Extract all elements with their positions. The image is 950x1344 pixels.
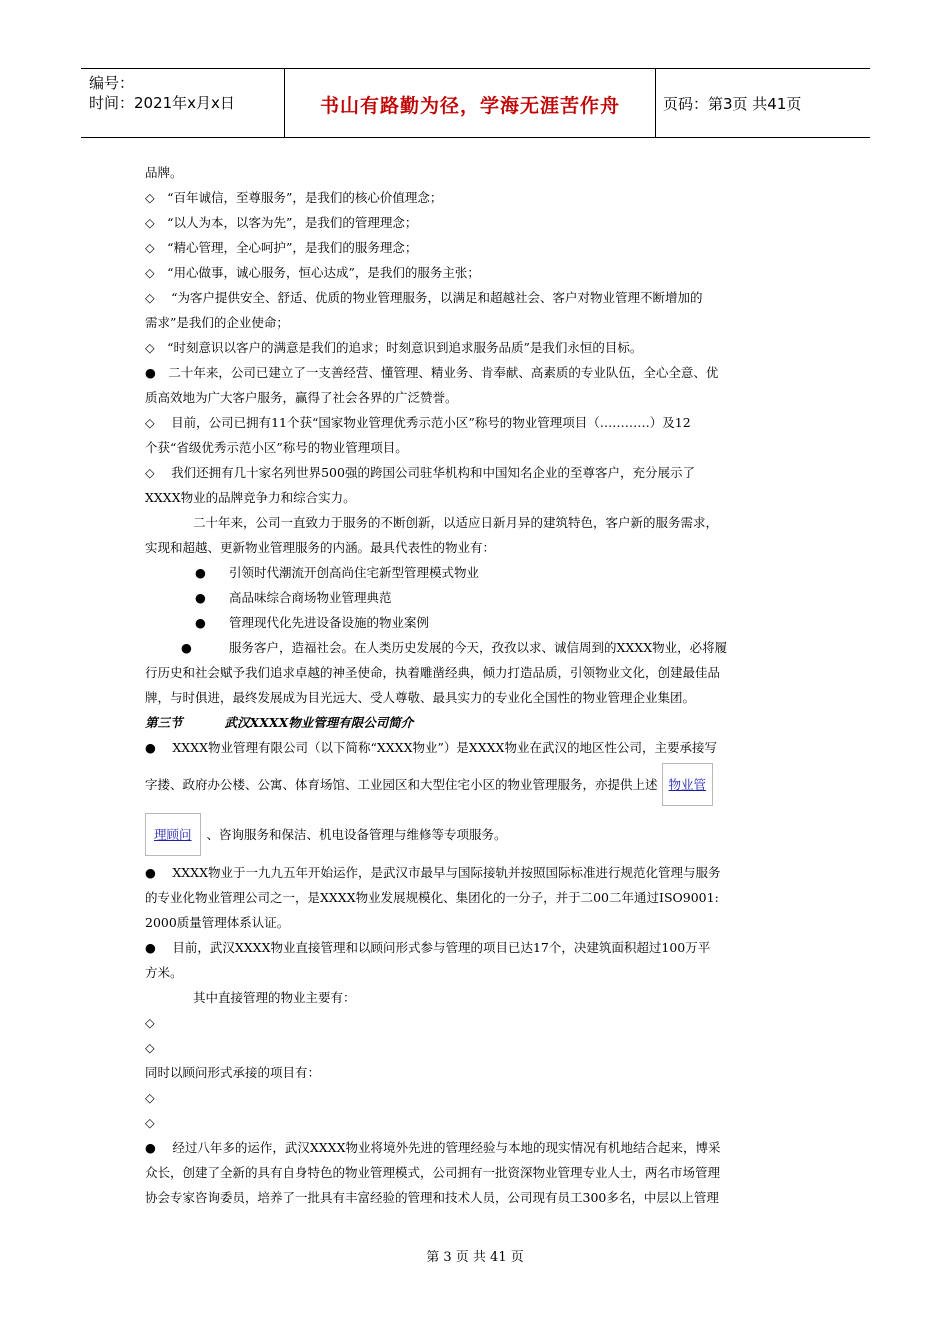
text-line: ◇ “百年诚信，至尊服务”，是我们的核心价值理念； — [145, 190, 443, 205]
text-line: 的专业化物业管理公司之一，是XXXX物业发展规模化、集团化的一分子，并于二00二年通过ISO9001: — [145, 890, 719, 905]
text-line: 品牌。 — [145, 165, 183, 180]
bullet-text: 服务客户，造福社会。在人类历史发展的今天，孜孜以求、诚信周到的XXXX物业，必将履 — [229, 640, 728, 655]
text-line: 2000质量管理体系认证。 — [145, 915, 290, 930]
text-span: 、咨询服务和保洁、机电设备管理与维修等专项服务。 — [206, 827, 507, 842]
text-line: ◇ 我们还拥有几十家名列世界500强的跨国公司驻华机构和中国知名企业的至尊客户，充分展示了 — [145, 465, 695, 480]
text-line: 同时以顾问形式承接的项目有： — [145, 1065, 321, 1080]
text-line: 协会专家咨询委员，培养了一批具有丰富经验的管理和技术人员，公司现有员工300多名，中层以上管理 — [145, 1190, 719, 1205]
text-line: 众长，创建了全新的具有自身特色的物业管理模式，公司拥有一批资深物业管理专业人士，两名市场管理 — [145, 1165, 721, 1180]
text-line: 需求”是我们的企业使命； — [145, 315, 289, 330]
property-consulting-link[interactable]: 物业管 — [662, 763, 714, 806]
text-line: ◇ “精心管理，全心呵护”，是我们的服务理念； — [145, 240, 418, 255]
text-line: 牌，与时俱进，最终发展成为目光远大、受人尊敬、最具实力的专业化全国性的物业管理企业集团。 — [145, 690, 696, 705]
text-line: ◇ 目前，公司已拥有11个获“国家物业管理优秀示范小区”称号的物业管理项目（…………）及12 — [145, 415, 691, 430]
section-number: 第三节 — [145, 715, 183, 730]
text-line: 方米。 — [145, 965, 183, 980]
text-line: 行历史和社会赋予我们追求卓越的神圣使命，执着雕凿经典，倾力打造品质，引领物业文化，创建最佳品 — [145, 665, 721, 680]
header-divider — [655, 69, 656, 137]
text-line: 质高效地为广大客户服务，赢得了社会各界的广泛赞誉。 — [145, 390, 458, 405]
bullet-text: 高品味综合商场物业管理典范 — [229, 590, 392, 605]
header-page-label: 页码：第3页 共41页 — [663, 95, 802, 113]
doc-number-label: 编号： — [89, 74, 135, 92]
text-line: 其中直接管理的物业主要有： — [193, 990, 356, 1005]
text-line: ◇ “以人为本，以客为先”，是我们的管理理念； — [145, 215, 418, 230]
bullet-dot-icon: ● — [181, 640, 192, 655]
text-line: ◇ “时刻意识以客户的满意是我们的追求；时刻意识到追求服务品质”是我们永恒的目标。 — [145, 340, 643, 355]
bullet-dot-icon: ● — [195, 615, 206, 630]
diamond-bullet: ◇ — [145, 1015, 155, 1030]
doc-time-label: 时间：2021年x月x日 — [89, 94, 235, 112]
diamond-bullet: ◇ — [145, 1090, 155, 1105]
bullet-item — [145, 610, 805, 635]
text-line: ◇ “用心做事，诚心服务，恒心达成”，是我们的服务主张； — [145, 265, 480, 280]
bullet-item — [145, 585, 805, 610]
text-line: ● 二十年来，公司已建立了一支善经营、懂管理、精业务、肯奉献、高素质的专业队伍，全心全意、优 — [145, 365, 719, 380]
text-line: ● 目前，武汉XXXX物业直接管理和以顾问形式参与管理的项目已达17个，决建筑面积超过100万平 — [145, 940, 711, 955]
bullet-item — [145, 560, 805, 585]
bullet-item — [145, 635, 805, 660]
diamond-bullet: ◇ — [145, 1040, 155, 1055]
text-line: ● XXXX物业于一九九五年开始运作，是武汉市最早与国际接轨并按照国际标准进行规范化管理与服务 — [145, 865, 721, 880]
page-header — [81, 68, 870, 138]
document-body — [145, 160, 805, 1210]
section-heading — [145, 710, 805, 735]
text-line — [145, 810, 805, 860]
page-footer: 第 3 页 共 41 页 — [426, 1250, 524, 1265]
bullet-dot-icon: ● — [195, 565, 206, 580]
bullet-text: 管理现代化先进设备设施的物业案例 — [229, 615, 430, 630]
text-line — [145, 760, 805, 810]
section-title: 武汉XXXX物业管理有限公司简介 — [224, 715, 414, 730]
bullet-dot-icon: ● — [195, 590, 206, 605]
bullet-text: 引领时代潮流开创高尚住宅新型管理模式物业 — [229, 565, 480, 580]
text-line: XXXX物业的品牌竞争力和综合实力。 — [145, 490, 356, 505]
diamond-bullet: ◇ — [145, 1115, 155, 1130]
text-line: 二十年来，公司一直致力于服务的不断创新，以适应日新月异的建筑特色，客户新的服务需求， — [193, 515, 719, 530]
text-line: 个获“省级优秀示范小区”称号的物业管理项目。 — [145, 440, 408, 455]
text-line: ● XXXX物业管理有限公司（以下简称“XXXX物业”）是XXXX物业在武汉的地区性公司，主要承接写 — [145, 740, 717, 755]
header-meta — [89, 73, 235, 113]
text-line: ● 经过八年多的运作，武汉XXXX物业将境外先进的管理经验与本地的现实情况有机地结合起来，博采 — [145, 1140, 721, 1155]
text-line: ◇ “为客户提供安全、舒适、优质的物业管理服务，以满足和超越社会、客户对物业管理不断增加的 — [145, 290, 703, 305]
property-consulting-link-cont[interactable]: 理顾问 — [145, 813, 201, 856]
text-span: 字搂、政府办公楼、公寓、体育场馆、工业园区和大型住宅小区的物业管理服务，亦提供上述 — [145, 777, 658, 792]
header-motto: 书山有路勤为径，学海无涯苦作舟 — [319, 95, 620, 117]
text-line: 实现和超越、更新物业管理服务的内涵。最具代表性的物业有： — [145, 540, 496, 555]
